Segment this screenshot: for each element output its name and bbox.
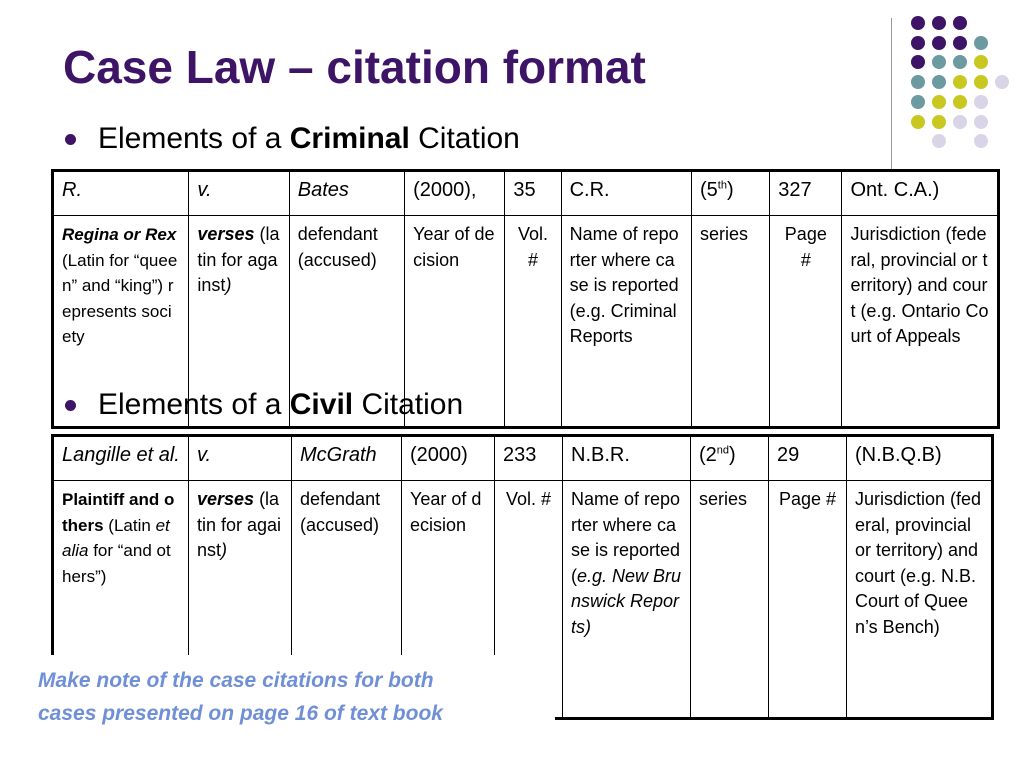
decorative-dot-icon [974,95,988,109]
decorative-dot-icon [911,36,925,50]
bullet-text-bold: Criminal [289,122,410,155]
bullet-text-pre: Elements of a [98,122,290,155]
citation-cell: Ont. C.A.) [842,171,999,216]
note-line: cases presented on page 16 of text book [38,702,443,725]
decorative-dot-icon [932,36,946,50]
element-cell: Name of reporter where case is reported (e.g. Criminal Reports [561,216,691,428]
decorative-dot-icon [974,55,988,69]
instruction-note [38,664,443,730]
element-cell: series [691,481,769,719]
citation-cell: Langille et al. [53,436,189,481]
bullet-civil [65,388,463,422]
bullet-dot-icon [65,134,76,145]
decorative-dot-icon [932,115,946,129]
decorative-dot-icon [932,75,946,89]
bullet-text-post: Citation [409,122,520,155]
decorative-dot-icon [974,36,988,50]
element-cell: Page # [769,481,847,719]
element-cell: Jurisdiction (federal, provincial or territory) and court (e.g. Ontario Court of Appeals [842,216,999,428]
element-cell: Jurisdiction (federal, provincial or territory) and court (e.g. N.B. Court of Queen’s Bench) [847,481,993,719]
citation-cell: McGrath [292,436,402,481]
bullet-text-bold: Civil [289,388,354,421]
decorative-dot-icon [911,55,925,69]
citation-cell: 327 [770,171,842,216]
element-cell: Regina or Rex (Latin for “queen” and “king”) represents society [53,216,189,428]
decorative-dot-icon [911,75,925,89]
decorative-dot-icon [974,134,988,148]
citation-cell: (N.B.Q.B) [847,436,993,481]
citation-cell: v. [189,436,292,481]
citation-cell: (2000) [402,436,495,481]
decorative-dot-icon [932,16,946,30]
decorative-dot-icon [932,95,946,109]
citation-cell: 35 [505,171,561,216]
element-cell: Year of decision [402,481,495,719]
decorative-dot-icon [995,75,1009,89]
bullet-text-post: Citation [353,388,464,421]
decorative-dot-icon [953,75,967,89]
decorative-dot-icon [953,16,967,30]
element-cell: Vol. # [505,216,561,428]
element-cell: Plaintiff and others (Latin et alia for “and others”) [53,481,189,719]
element-cell: verses (latin for against) [189,216,289,428]
decorative-dot-icon [953,55,967,69]
decorative-dot-icon [953,36,967,50]
element-cell: Year of decision [405,216,505,428]
decorative-dot-icon [932,55,946,69]
citation-cell: (2000), [405,171,505,216]
citation-cell: v. [189,171,289,216]
element-cell: series [691,216,769,428]
page-title: Case Law – citation format [63,41,646,93]
citation-cell: N.B.R. [563,436,691,481]
citation-cell: Bates [289,171,404,216]
element-cell: defendant (accused) [289,216,404,428]
table-row [53,436,993,481]
decorative-dot-icon [911,95,925,109]
citation-cell: C.R. [561,171,691,216]
element-cell: verses (latin for against) [189,481,292,719]
citation-cell: R. [53,171,189,216]
element-cell: defendant (accused) [292,481,402,719]
citation-cell: 233 [495,436,563,481]
bullet-dot-icon [65,400,76,411]
decorative-dot-icon [911,16,925,30]
note-line: Make note of the case citations for both [38,669,434,692]
citation-cell: (5th) [691,171,769,216]
element-cell: Vol. # [495,481,563,719]
citation-cell: 29 [769,436,847,481]
decorative-dot-icon [953,115,967,129]
decorative-dot-icon [974,115,988,129]
citation-cell: (2nd) [691,436,769,481]
element-cell: Page # [770,216,842,428]
table-row [53,171,999,216]
bullet-criminal [65,122,520,156]
decorative-dot-icon [953,95,967,109]
decorative-dot-icon [974,75,988,89]
decorative-dot-icon [911,115,925,129]
bullet-text-pre: Elements of a [98,388,290,421]
element-cell: Name of reporter where case is reported (e.g. New Brunswick Reports) [563,481,691,719]
decorative-dot-icon [932,134,946,148]
